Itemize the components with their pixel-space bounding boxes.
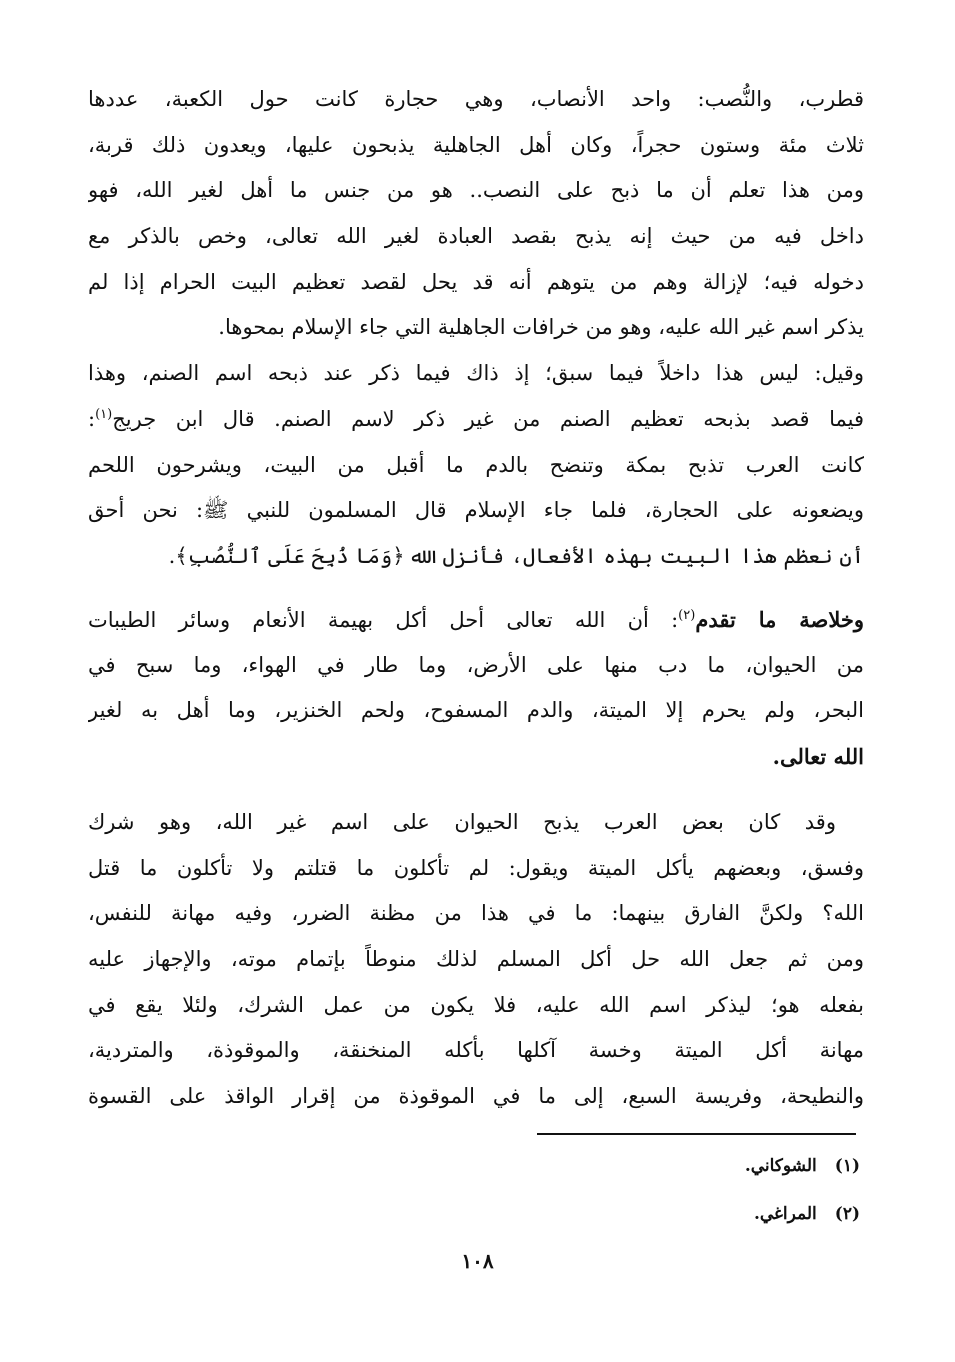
text-line: وقيل: ليس هذا داخلاً فيما سبق؛ إذ ذاك فيما ذكر عند ذبحه اسم الصنم، وهذا: [88, 361, 864, 386]
text-line: قطرب، والنُّصب: واحد الأنصاب، وهي حجارة كانت حول الكعبة، عددها: [88, 87, 864, 111]
text-line: من الحيوان، ما دب منها على الأرض، وما طار في الهواء، وما سبح في: [88, 652, 864, 677]
footnote-text: المراغي.: [753, 1204, 817, 1224]
text-line: ويضعونه على الحجارة، فلما جاء الإسلام قال المسلمون للنبي ﷺ: نحن أحق: [88, 498, 864, 523]
line-colon: :: [88, 406, 96, 431]
footnote-ref-1: (١): [95, 406, 113, 422]
paragraph-2: [88, 597, 864, 780]
text-line: داخل فيه من حيث إنه يذبح بقصد العبادة لغير الله تعالى، وخص بالذكر مع: [88, 224, 864, 249]
text-line: البحر، ولم يحرم إلا الميتة، والدم المسفوح، ولحم الخنزير، وما أهل به لغير: [88, 698, 864, 723]
footnote-number: (١): [834, 1156, 860, 1176]
footnote-number: (٢): [834, 1204, 860, 1224]
page-number: ١٠٨: [461, 1249, 494, 1273]
text-line: دخوله فيه؛ لإزالة وهم من يتوهم أنه قد يحل لقصد تعظيم البيت الحرام إذا لم: [88, 269, 864, 294]
text-line: بفعله هو؛ ليذكر اسم الله عليه، فلا يكون من عمل الشرك، ولئلا يقع في: [88, 992, 864, 1017]
text-line: مهانة أكل الميتة وخسة آكلها بأكله المنخنقة، والموقوذة، والمتردية،: [88, 1038, 864, 1063]
text-line: وقد كان بعض العرب يذبح الحيوان على اسم غير الله، وهو شرك: [88, 810, 836, 834]
text-line: يذكر اسم غير الله عليه، وهو من خرافات الجاهلية التي جاء الإسلام بمحوها.: [218, 315, 864, 340]
paragraph-3: [88, 800, 864, 1120]
footnote-separator: [537, 1133, 856, 1135]
footnote-text: الشوكاني.: [744, 1156, 817, 1176]
text-line: ومن هذا تعلم أن ما ذبح على النصب.. هو من جنس ما أهل لغير الله، فهو: [88, 178, 864, 203]
text-line-quran-quote: أن نعظم هذا البيت بهذه الأفعال، فأنزل الله ﴿وَمَا ذُبِحَ عَلَى ٱلنُّصُبِ﴾.: [168, 543, 864, 568]
paragraph-1: [88, 77, 864, 580]
text-line: الله تعالى.: [772, 744, 864, 770]
footnote-ref-2: (٢): [678, 608, 696, 623]
text-line: كانت العرب تذبح بمكة وتنضح بالدم ما أقبل من البيت، ويشرحون اللحم: [88, 452, 864, 477]
text-line: الله؟ ولكنَّ الفارق بينهما: ما في هذا من مظنة الضرر، وفيه مهانة للنفس،: [88, 901, 864, 926]
text-line: ومن ثم جعل الله حل أكل المسلم لذلك منوطاً بإتمام موته، والإجهاز عليه: [88, 947, 864, 972]
text-line: ثلاث مئة وستون حجراً، وكان أهل الجاهلية يذبحون عليها، ويعدون ذلك قربة،: [88, 132, 864, 157]
text-line-with-footnote-ref: [88, 397, 864, 443]
footnote-2: [754, 1202, 860, 1226]
line-text: فيما قصد بذبحه تعظيم الصنم من غير ذكر لاسم الصنم. قال ابن جريج: [112, 406, 864, 431]
text-line: والنطيحة، وفريسة السبع، إلى ما في الموقوذة من إقرار الواقذ على القسوة: [88, 1084, 864, 1109]
footnote-1: [745, 1154, 860, 1178]
line-text: : أن الله تعالى أحل أكل بهيمة الأنعام وسائر الطيبات: [88, 608, 679, 632]
text-line-with-footnote-ref: [88, 597, 864, 643]
text-line: وفسق، وبعضهم يأكل الميتة ويقول: لم تأكلون ما قتلتم ولا تأكلون ما قتل: [88, 855, 864, 880]
summary-heading: وخلاصة ما تقدم: [695, 607, 864, 632]
